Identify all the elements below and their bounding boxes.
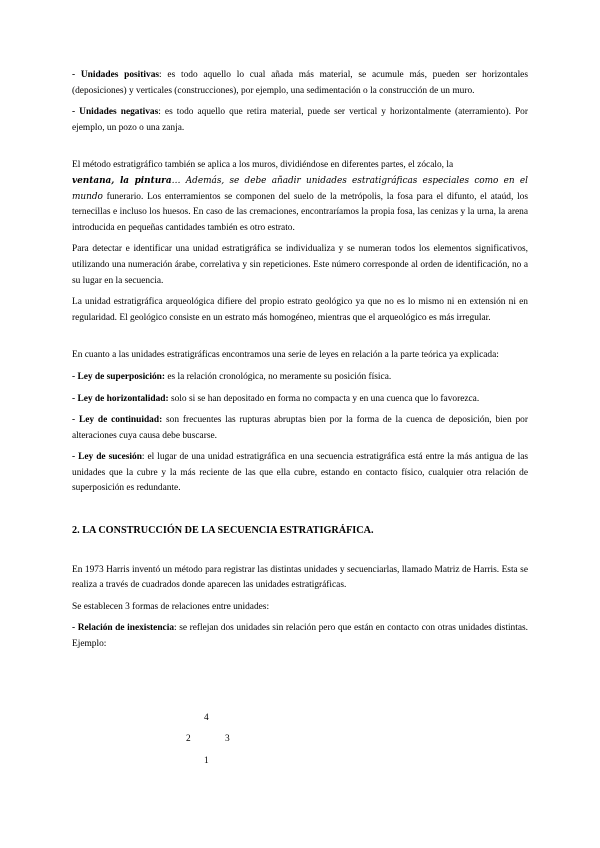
ley-superposicion (72, 370, 528, 386)
ley-continuidad (72, 413, 528, 444)
ley-sucesion (72, 450, 528, 497)
metodo-intro: El método estratigráfico también se aplica a los muros, dividiéndose en diferentes partes, el zócalo, la (72, 160, 454, 171)
paragraph-relacion-inexistencia (72, 621, 528, 652)
term-unidades-negativas: - Unidades negativas (72, 107, 159, 118)
ley-term: - Ley de sucesión (72, 452, 142, 463)
ley-term: - Ley de horizontalidad: (72, 393, 169, 404)
matrix-unit-left: 2 (186, 734, 191, 744)
ley-text: es la relación cronológica, no meramente su posición física. (164, 371, 392, 382)
ley-text: : el lugar de una unidad estratigráfica en una secuencia estratigráfica está entre la más antigua de las unidades que la cubre y la más reciente de las que ella cubre, estando en contacto físico, cualquier otra relación de superposición es redundante. (72, 452, 529, 494)
paragraph-leyes-intro: En cuanto a las unidades estratigráficas encontramos una serie de leyes en relación a la parte teórica ya explicada: (72, 350, 499, 361)
paragraph-unidad-arqueologica: La unidad estratigráfica arqueológica difiere del propio estrato geológico ya que no es lo mismo ni en extensión ni en regularidad. El geológico consiste en un estrato más homogéneo, mientras que el arqueológico es más irregular. (72, 297, 528, 323)
ley-term: - Ley de superposición: (72, 371, 165, 382)
paragraph-unidades-negativas (72, 105, 528, 136)
paragraph-harris: En 1973 Harris inventó un método para registrar las distintas unidades y secuenciarlas, llamado Matriz de Harris. Esta se realiza a través de cuadrados donde aparecen las unidades estratigráficas. (72, 564, 528, 591)
term-unidades-positivas: - Unidades positivas (72, 70, 160, 80)
ley-text: solo si se han depositado en forma no compacta y en una cuenca que lo favorezca. (168, 393, 480, 404)
matrix-unit-top: 4 (204, 713, 209, 723)
term-relacion-inexistencia: - Relación de inexistencia (72, 623, 175, 634)
matrix-unit-bottom: 1 (204, 756, 209, 766)
paragraph-formas: Se establecen 3 formas de relaciones entre unidades: (72, 601, 270, 612)
matrix-unit-right: 3 (225, 734, 230, 744)
ley-horizontalidad (72, 392, 528, 408)
paragraph-metodo-estratigrafico (72, 158, 528, 236)
section-title: 2. LA CONSTRUCCIÓN DE LA SECUENCIA ESTRATIGRÁFICA. (72, 525, 374, 537)
text-relacion-inexistencia: : se reflejan dos unidades sin relación pero que están en contacto con otras unidades distintas. Ejemplo: (72, 623, 528, 650)
paragraph-detectar: Para detectar e identificar una unidad estratigráfica se individualiza y se numeran todos los elementos significativos, utilizando una numeración árabe, correlativa y sin repeticiones. Este número corresponde al orden de identificación, no a su lugar en la secuencia. (72, 244, 528, 286)
ley-term: - Ley de continuidad: (72, 415, 163, 426)
metodo-script-bold: ventana, la pintura (72, 175, 172, 186)
ley-text: son frecuentes las rupturas abruptas bien por la forma de la cuenca de deposición, bien por alteraciones cuya causa debe buscarse. (72, 415, 528, 441)
metodo-script-rest: … Además, se debe añadir unidades estratigráficas especiales como en el mundo (72, 175, 528, 202)
document-body (72, 68, 528, 659)
text-unidades-positivas: : es todo aquello lo cual añada más material, se acumule más, pueden ser horizontales (deposiciones) y verticales (construcciones), por ejemplo, una sedimentación o la construcción de un muro. (72, 70, 528, 96)
metodo-rest: funerario. Los enterramientos se componen del suelo de la metrópolis, la fosa para el difunto, el ataúd, los ternecillas e incluso los huesos. En caso de las cremaciones, encontraríamos la propia fosa, las cenizas y la urna, la arena introducida en pequeñas cantidades también es otro estrato. (72, 191, 529, 233)
text-unidades-negativas: : es todo aquello que retira material, puede ser vertical y horizontalmente (aterramiento). Por ejemplo, un pozo o una zanja. (72, 107, 528, 133)
paragraph-unidades-positivas (72, 68, 528, 99)
